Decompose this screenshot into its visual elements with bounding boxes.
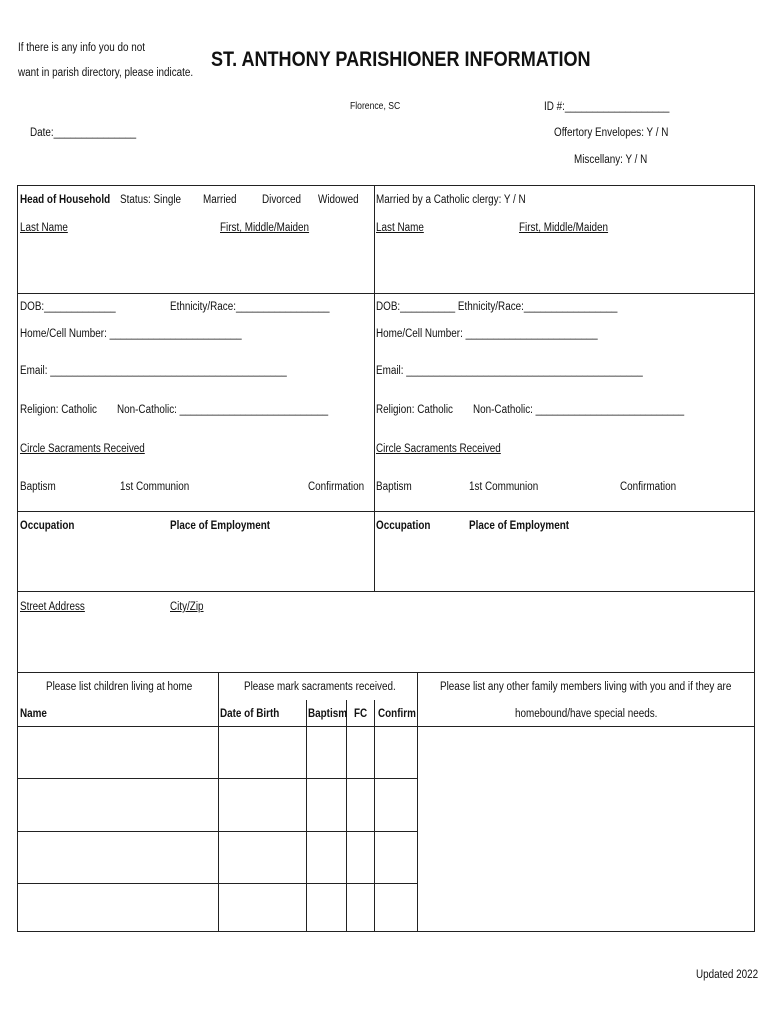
employment-label: Place of Employment <box>170 520 271 532</box>
column-name: Name <box>20 708 47 720</box>
table-line <box>17 831 417 832</box>
status-single[interactable]: Status: Single <box>120 194 182 206</box>
other-family-label-line1: Please list any other family members living with you and if they are <box>440 681 732 693</box>
spouse-circle-sacraments-label: Circle Sacraments Received <box>376 443 501 455</box>
column-confirm: Confirm <box>378 708 416 720</box>
spouse-last-name-label: Last Name <box>376 222 424 234</box>
last-name-label: Last Name <box>20 222 68 234</box>
spouse-employment-label: Place of Employment <box>469 520 570 532</box>
city-zip-label: City/Zip <box>170 601 204 613</box>
spouse-sacrament-confirmation[interactable]: Confirmation <box>620 481 677 493</box>
divider <box>17 293 755 294</box>
status-divorced[interactable]: Divorced <box>262 194 302 206</box>
spouse-sacrament-first-communion[interactable]: 1st Communion <box>469 481 539 493</box>
directory-note-line2: want in parish directory, please indicate. <box>18 67 194 79</box>
religion-non-catholic[interactable]: Non-Catholic: ___________________________ <box>117 404 329 416</box>
table-line <box>346 700 347 932</box>
sacraments-mark-label: Please mark sacraments received. <box>244 681 396 693</box>
id-field[interactable]: ID #:___________________ <box>544 101 670 113</box>
spouse-first-middle-maiden-label: First, Middle/Maiden <box>519 222 609 234</box>
column-fc: FC <box>354 708 368 720</box>
divider <box>17 591 755 592</box>
ethnicity-field[interactable]: Ethnicity/Race:_________________ <box>170 301 330 313</box>
table-line <box>306 700 307 932</box>
email-field[interactable]: Email: ___________________________________________ <box>20 365 287 377</box>
updated-note: Updated 2022 <box>696 969 759 981</box>
table-line <box>417 672 418 932</box>
location: Florence, SC <box>350 101 401 112</box>
table-line <box>218 672 219 932</box>
dob-field[interactable]: DOB:_____________ <box>20 301 116 313</box>
column-baptism: Baptism <box>308 708 348 720</box>
date-field[interactable]: Date:_______________ <box>30 127 137 139</box>
divider <box>17 672 755 673</box>
divider <box>17 511 755 512</box>
children-list-label: Please list children living at home <box>46 681 193 693</box>
spouse-dob-ethnicity-field[interactable]: DOB:__________ Ethnicity/Race:_________________ <box>376 301 618 313</box>
sacrament-first-communion[interactable]: 1st Communion <box>120 481 190 493</box>
table-line <box>17 883 417 884</box>
column-date-of-birth: Date of Birth <box>220 708 280 720</box>
religion-catholic[interactable]: Religion: Catholic <box>20 404 97 416</box>
status-widowed[interactable]: Widowed <box>318 194 359 206</box>
table-line <box>17 726 755 727</box>
spouse-religion-non-catholic[interactable]: Non-Catholic: ___________________________ <box>473 404 685 416</box>
phone-field[interactable]: Home/Cell Number: ________________________ <box>20 328 242 340</box>
spouse-email-field[interactable]: Email: ___________________________________________ <box>376 365 643 377</box>
column-divider <box>374 185 375 591</box>
other-family-label-line2: homebound/have special needs. <box>515 708 658 720</box>
spouse-religion-catholic[interactable]: Religion: Catholic <box>376 404 453 416</box>
circle-sacraments-label: Circle Sacraments Received <box>20 443 145 455</box>
table-line <box>17 778 417 779</box>
form-title: ST. ANTHONY PARISHIONER INFORMATION <box>211 48 591 71</box>
first-middle-maiden-label: First, Middle/Maiden <box>220 222 310 234</box>
street-address-label: Street Address <box>20 601 85 613</box>
form-frame <box>17 185 755 932</box>
offertory-envelopes[interactable]: Offertory Envelopes: Y / N <box>554 127 669 139</box>
sacrament-baptism[interactable]: Baptism <box>20 481 56 493</box>
married-by-clergy[interactable]: Married by a Catholic clergy: Y / N <box>376 194 526 206</box>
table-line <box>374 700 375 932</box>
status-married[interactable]: Married <box>203 194 237 206</box>
occupation-label: Occupation <box>20 520 75 532</box>
spouse-phone-field[interactable]: Home/Cell Number: ________________________ <box>376 328 598 340</box>
directory-note-line1: If there is any info you do not <box>18 42 146 54</box>
spouse-sacrament-baptism[interactable]: Baptism <box>376 481 412 493</box>
spouse-occupation-label: Occupation <box>376 520 431 532</box>
head-of-household-label: Head of Household <box>20 194 111 206</box>
sacrament-confirmation[interactable]: Confirmation <box>308 481 365 493</box>
miscellany[interactable]: Miscellany: Y / N <box>574 154 648 166</box>
